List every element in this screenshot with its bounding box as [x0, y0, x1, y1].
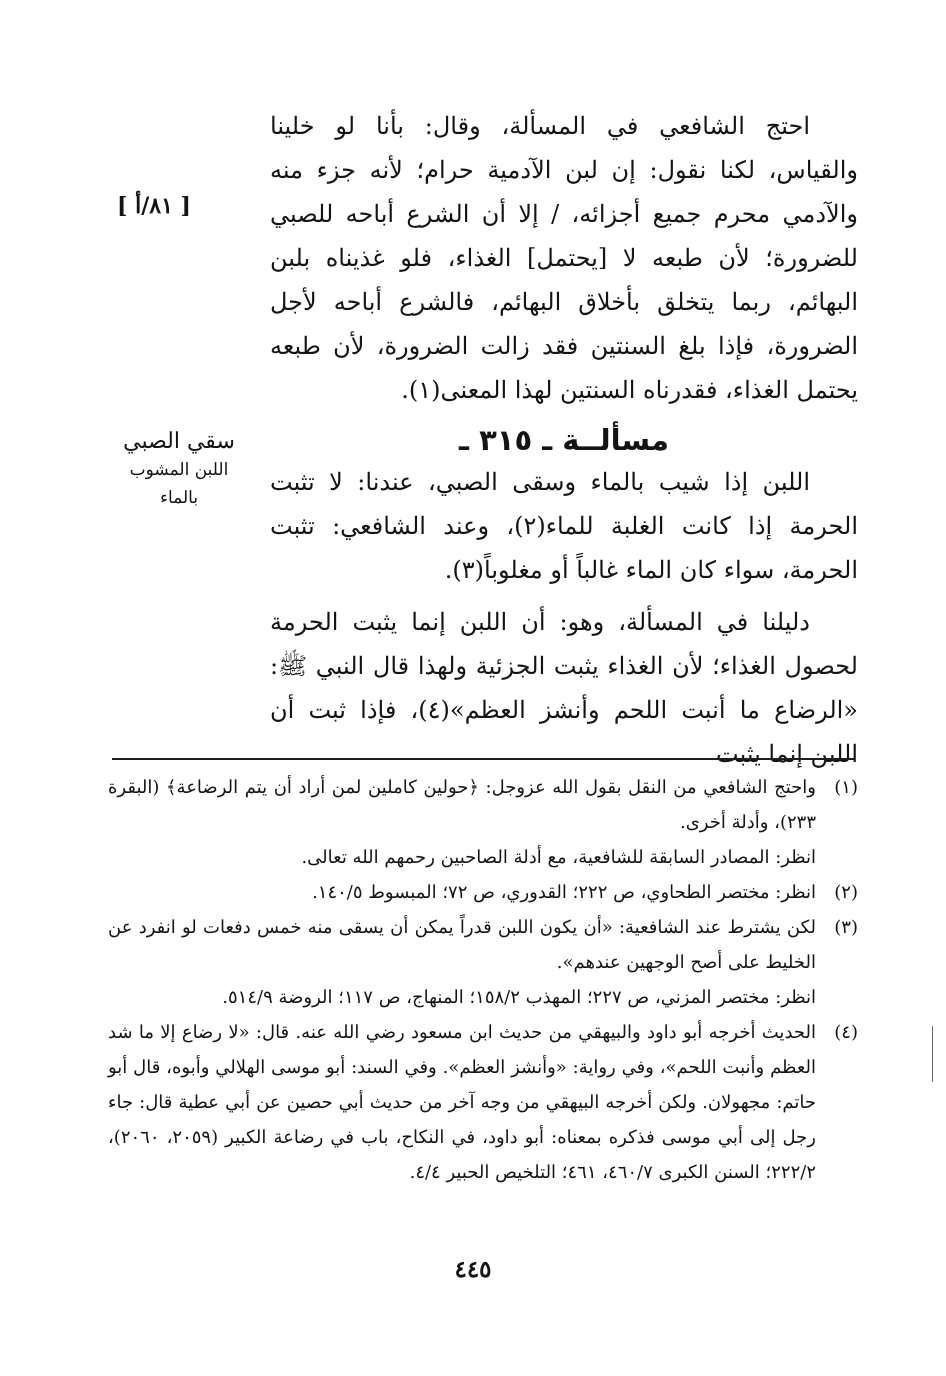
footnote-text: انظر: مختصر الطحاوي، ص ٢٢٢؛ القدوري، ص ٧٢؛ المبسوط ١٤٠/٥. [312, 882, 816, 903]
margin-title-line-2: اللبن المشوب بالماء [129, 460, 229, 508]
page-number: ٤٤٥ [454, 1256, 492, 1283]
margin-title-line-1: سقي الصبي [123, 429, 235, 454]
scan-mark [932, 1026, 933, 1082]
body-paragraph-3-text: دليلنا في المسألة، وهو: أن اللبن إنما يثبت الحرمة لحصول الغذاء؛ لأن الغذاء يثبت الجزئية ولهذا قال النبي ﷺ: «الرضاع ما أنبت اللحم وأنشز العظم»(٤)، فإذا ثبت أن اللبن إنما يثبت [270, 608, 858, 768]
footnote-4 [108, 1015, 858, 1190]
body-paragraph-1 [270, 104, 858, 412]
footnote-text: واحتج الشافعي من النقل بقول الله عزوجل: ﴿حولين كاملين لمن أراد أن يتم الرضاعة﴾ (البقرة ٢٣٣)، وأدلة أخرى. [108, 777, 816, 833]
footnote-1 [108, 770, 858, 875]
footnote-number: (١) [834, 777, 858, 798]
body-paragraph-2-text: اللبن إذا شيب بالماء وسقى الصبي، عندنا: لا تثبت الحرمة إذا كانت الغلبة للماء(٢)، وعند الشافعي: تثبت الحرمة، سواء كان الماء غالباً أو مغلوباً(٣). [270, 468, 858, 584]
footnote-divider [112, 758, 854, 760]
footnote-text: الحديث أخرجه أبو داود والبيهقي من حديث ابن مسعود رضي الله عنه. قال: «لا رضاع إلا ما شد العظم وأنبت اللحم»، وفي رواية: «وأنشز العظم». وفي السند: أبو موسى الهلالي وأبوه، قال أبو حاتم: مجهولان. ولكن أخرجه البيهقي من وجه آخر من حديث أبي حصين عن أبي عطية قال: جاء رجل إلى أبي موسى فذكره بمعناه: أبو داود، في النكاح، باب في رضاعة الكبير (٢٠٥٩، ٢٠٦٠)، ٢٢٢/٢؛ السنن الكبرى ٤٦٠/٧، ٤٦١؛ التلخيص الحبير ٤/٤. [108, 1022, 816, 1183]
body-paragraph-2 [270, 460, 858, 592]
footnote-number: (٢) [834, 882, 858, 903]
footnote-number: (٣) [834, 917, 858, 938]
folio-marker: [ ٨١/أ ] [117, 193, 191, 219]
footnote-3 [108, 910, 858, 1015]
footnote-text: انظر: المصادر السابقة للشافعية، مع أدلة الصاحبين رحمهم الله تعالى. [301, 847, 816, 868]
body-paragraph-3 [270, 600, 858, 776]
footnote-text: انظر: مختصر المزني، ص ٢٢٧؛ المهذب ١٥٨/٢؛ المنهاج، ص ١١٧؛ الروضة ٥١٤/٩. [222, 987, 816, 1008]
margin-title [108, 428, 250, 512]
footnote-2 [108, 875, 858, 910]
footnote-text: لكن يشترط عند الشافعية: «أن يكون اللبن قدراً يمكن أن يسقى منه خمس دفعات لو انفرد عن الخليط على أصح الوجهين عندهم». [108, 917, 816, 973]
issue-heading: مسألــة ـ ٣١٥ ـ [459, 423, 669, 457]
footnotes [108, 770, 858, 1190]
body-paragraph-1-text: احتج الشافعي في المسألة، وقال: بأنا لو خلينا والقياس، لكنا نقول: إن لبن الآدمية حرام؛ لأنه جزء منه والآدمي محرم جميع أجزائه، / إلا أن الشرع أباحه للصبي للضرورة؛ لأن طبعه لا [يحتمل] الغذاء، فلو غذيناه بلبن البهائم، ربما يتخلق بأخلاق البهائم، فالشرع أباحه لأجل الضرورة، فإذا بلغ السنتين فقد زالت الضرورة، لأن طبعه يحتمل الغذاء، فقدرناه السنتين لهذا المعنى(١). [270, 112, 858, 404]
footnote-number: (٤) [834, 1022, 858, 1043]
